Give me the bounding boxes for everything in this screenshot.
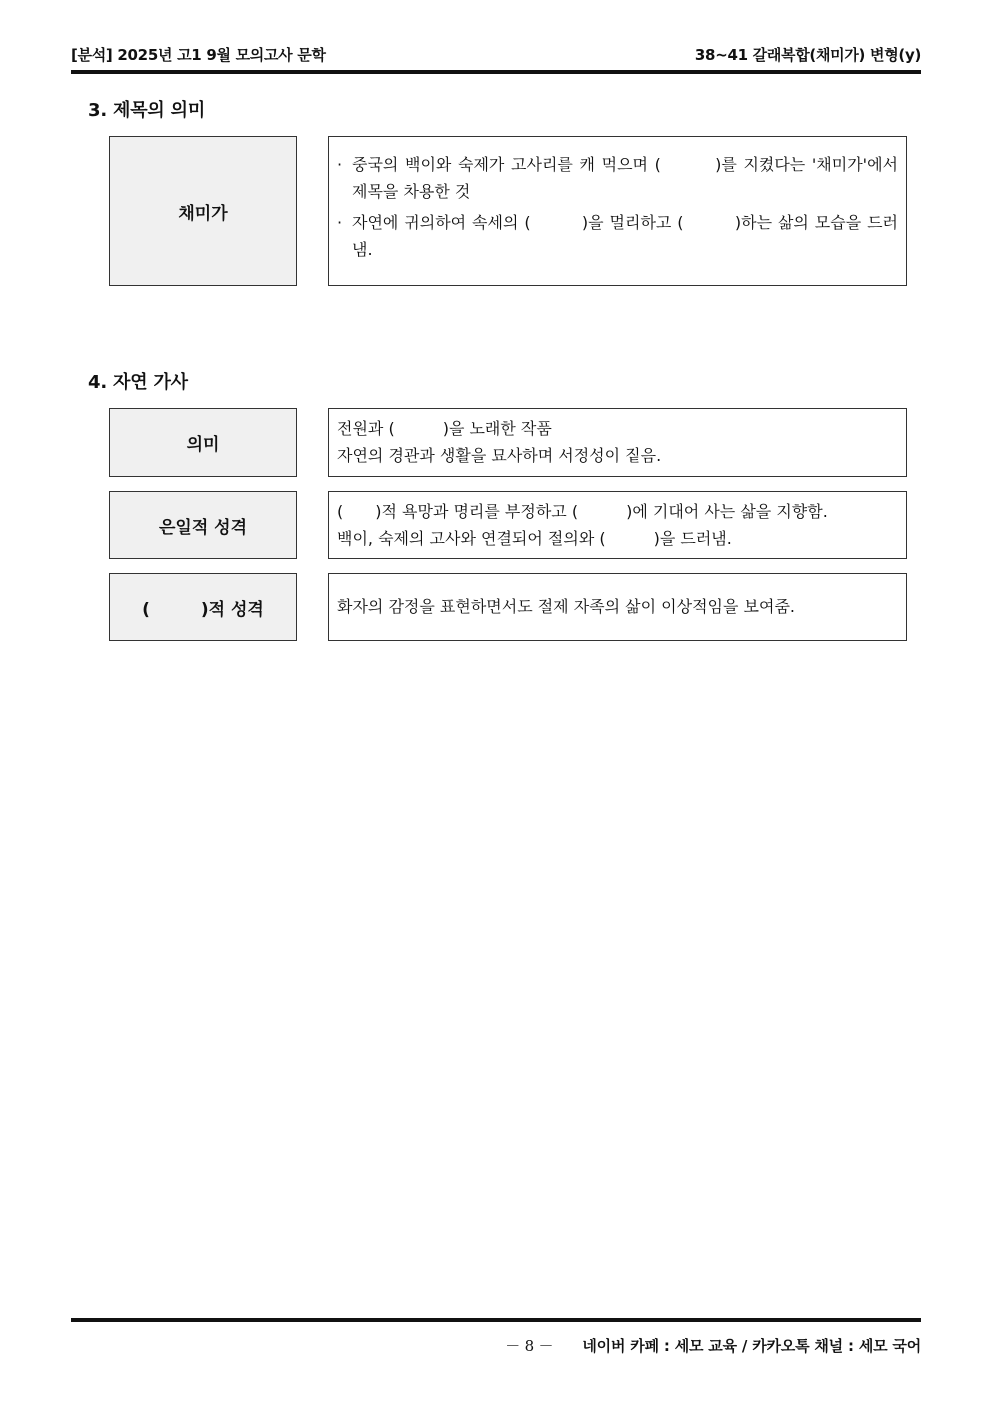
title-meaning-box <box>328 136 907 286</box>
bullet-text: 중국의 백이와 숙제가 고사리를 캐 먹으며 ( )를 지켰다는 '채미가'에서 제목을 차용한 것 <box>352 155 898 201</box>
bullet-item <box>337 151 898 205</box>
page-footer <box>505 1335 921 1356</box>
header-subtitle: 38~41 갈래복합(채미가) 변형(y) <box>694 46 921 64</box>
bullet-item <box>337 209 898 263</box>
bullet-mark: · <box>337 155 343 174</box>
row-line: 백이, 숙제의 고사와 연결되어 절의와 ( )을 드러냄. <box>337 529 732 548</box>
bullet-text: 자연에 귀의하여 속세의 ( )을 멀리하고 ( )하는 삶의 모습을 드러냄. <box>352 213 898 259</box>
row-line: 전원과 ( )을 노래한 작품 <box>337 419 552 438</box>
page-number: － 8 － <box>505 1337 554 1355</box>
title-label-box <box>109 136 297 286</box>
footer-rule <box>71 1318 921 1322</box>
section-4-title: 4. 자연 가사 <box>88 372 188 393</box>
row-label: 은일적 성격 <box>158 517 248 538</box>
footer-channels: 네이버 카페 : 세모 교육 / 카카오톡 채널 : 세모 국어 <box>582 1337 921 1355</box>
blank-label-box <box>109 573 297 641</box>
row-line: ( )적 욕망과 명리를 부정하고 ( )에 기대어 사는 삶을 지향함. <box>337 502 828 521</box>
blank-content-box <box>328 573 907 641</box>
row-label: ( )적 성격 <box>142 599 264 620</box>
section-3-title: 3. 제목의 의미 <box>88 100 206 121</box>
row-line: 자연의 경관과 생활을 묘사하며 서정성이 짙음. <box>337 446 662 465</box>
header-title: [분석] 2025년 고1 9월 모의고사 문학 <box>71 46 326 64</box>
row-label: 의미 <box>186 435 220 455</box>
row-line: 화자의 감정을 표현하면서도 절제 자족의 삶이 이상적임을 보여줌. <box>337 597 796 616</box>
title-label: 채미가 <box>178 203 228 224</box>
page-header <box>71 40 921 74</box>
meaning-label-box <box>109 408 297 477</box>
reclusive-label-box <box>109 491 297 559</box>
meaning-content-box <box>328 408 907 477</box>
reclusive-content-box <box>328 491 907 559</box>
bullet-mark: · <box>337 213 343 232</box>
